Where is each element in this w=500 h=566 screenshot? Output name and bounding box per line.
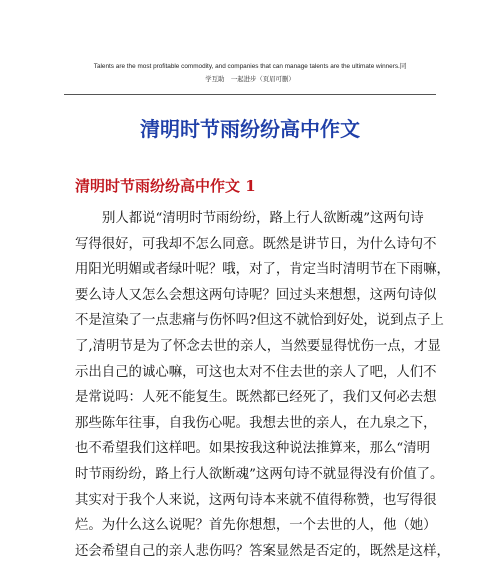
essay-line: 那些陈年往事，自我伤心呢。我想去世的亲人，在九泉之下， — [75, 415, 437, 431]
section-title: 清明时节雨纷纷高中作文 1 — [75, 177, 256, 195]
header-tagline-zh-start: 同 — [399, 62, 407, 70]
essay-line: 还会希望自己的亲人悲伤吗？答案显然是否定的，既然是这样， — [75, 543, 450, 559]
page-header — [64, 60, 436, 86]
essay-line: 时节雨纷纷，路上行人欲断魂”这两句诗不就显得没有价值了。 — [75, 466, 444, 482]
essay-line: 是常说吗：人死不能复生。既然都已经死了，我们又何必去想 — [75, 390, 437, 406]
header-tagline-zh: 学互助 一起进步（页眉可删） — [205, 75, 295, 83]
document-title: 清明时节雨纷纷高中作文 — [140, 117, 360, 141]
header-tagline-en: Talents are the most profitable commodity, and companies that can manage talents are the ultimate winners. — [93, 63, 400, 70]
essay-line: 写得很好，可我却不怎么同意。既然是讲节日，为什么诗句不 — [75, 236, 437, 252]
essay-body — [75, 206, 450, 564]
essay-line: 了,清明节是为了怀念去世的亲人，当然要显得忧伤一点，才显 — [75, 338, 441, 354]
essay-line: 要么诗人又怎么会想这两句诗呢？回过头来想想，这两句诗似 — [75, 287, 437, 303]
essay-line: 也不希望我们这样吧。如果按我这种说法推算来，那么“清明 — [75, 441, 430, 457]
essay-line: 不是渲染了一点悲痛与伤怀吗?但这不就恰到好处，说到点子上 — [75, 313, 444, 329]
header-divider — [64, 94, 436, 95]
essay-line: 别人都说“清明时节雨纷纷，路上行人欲断魂”这两句诗 — [102, 211, 424, 226]
essay-line: 用阳光明媚或者绿叶呢？哦，对了，肯定当时清明节在下雨嘛， — [75, 262, 450, 278]
essay-line: 烂。为什么这么说呢？首先你想想，一个去世的人，他（她） — [75, 518, 437, 534]
essay-line: 其实对于我个人来说，这两句诗本来就不值得称赞，也写得很 — [75, 492, 437, 508]
essay-line: 示出自己的诚心嘛，可这也太对不住去世的亲人了吧，人们不 — [75, 364, 437, 380]
